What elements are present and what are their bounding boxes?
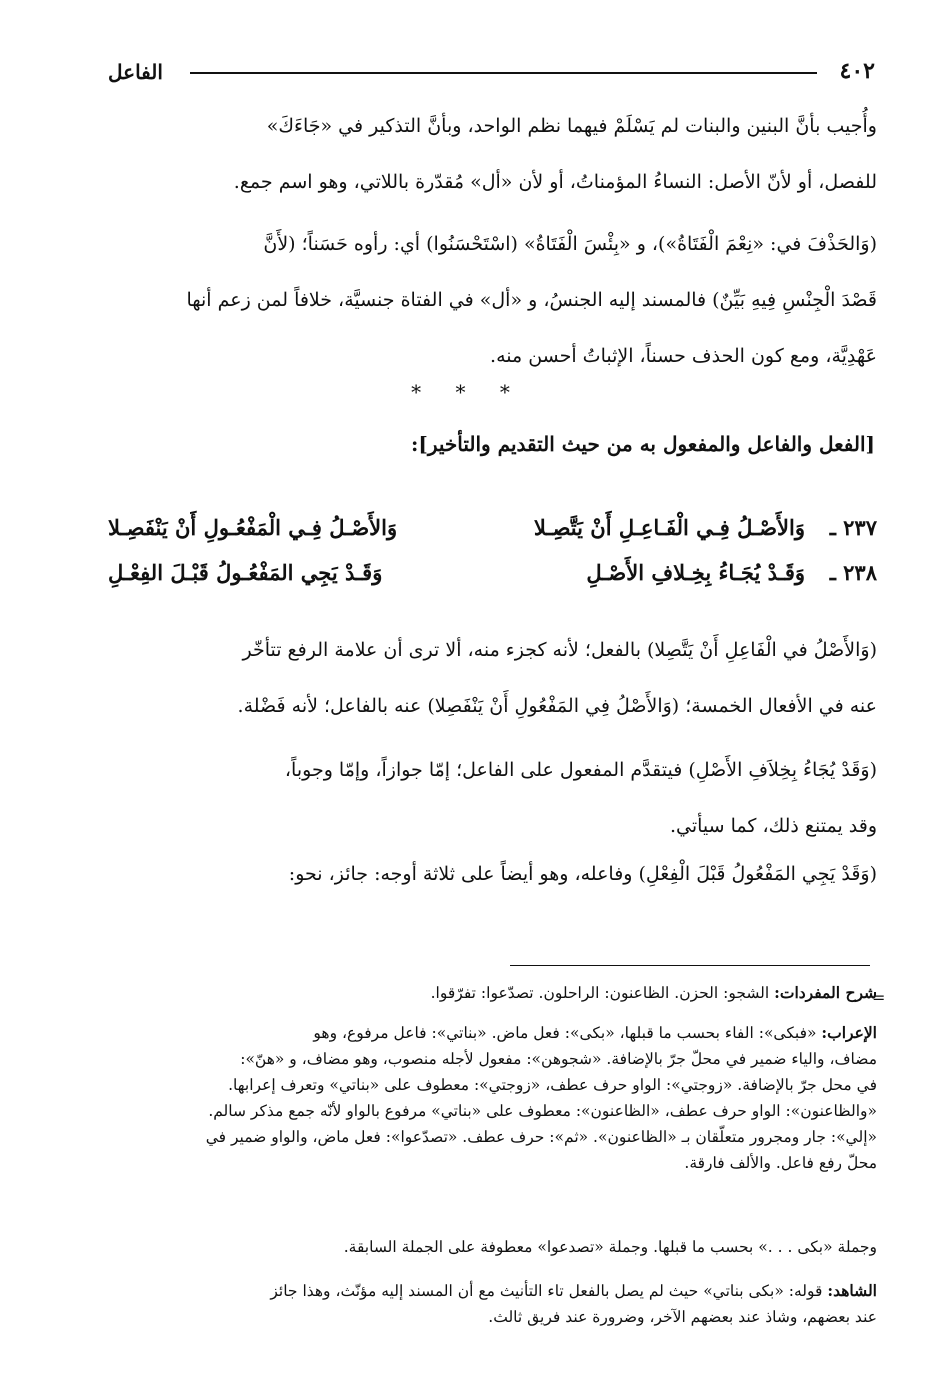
shahid-label: الشاهد:	[827, 1281, 877, 1300]
text-line: للفصل، أو لأنّ الأصل: النساءُ المؤمناتُ، أو لأن «أل» مُقدّرة باللاتي، وهو اسم جمع.	[233, 171, 877, 193]
verse-hemistich-first: وَالأَصْـلُ فِـي الْفَـاعِـلِ أَنْ يَتَّصِـلا	[533, 515, 805, 540]
sentence-analysis-text: وجملة «بكى . . .» بحسب ما قبلها. وجملة «تصدعوا» معطوفة على الجملة السابقة.	[343, 1238, 877, 1256]
paragraph-3	[108, 622, 877, 734]
page-header	[108, 58, 875, 94]
paragraph-1	[108, 98, 877, 210]
verse-number: ٢٣٨ ـ	[829, 560, 877, 585]
footnote-shahid	[108, 1278, 877, 1330]
shahid-line: قوله: «بكى بناتي» حيث لم يصل بالفعل تاء التأنيث مع أن المسند إليه مؤنّث، وهذا جائز	[270, 1282, 823, 1300]
text-line: (وَقَدْ يَجِي المَفْعُولُ قَبْلَ الْفِعْلِ) وفاعله، وهو أيضاً على ثلاثة أوجه: جائز، نحو:	[288, 863, 877, 885]
irab-line: محلّ رفع فاعل. والألف فارقة.	[684, 1154, 877, 1172]
page-number: ٤٠٢	[839, 58, 875, 84]
footnote-rule	[510, 965, 870, 966]
irab-label: الإعراب:	[821, 1023, 877, 1042]
irab-line: «والظاعنون»: الواو حرف عطف، «الظاعنون»: معطوف على «بناتي» مرفوع بالواو لأنّه جمع مذكر سالم.	[208, 1102, 877, 1120]
irab-line: مضاف، والياء ضمير في محلّ جرّ بالإضافة. «شجوهن»: مفعول لأجله منصوب، وهو مضاف، و «هنّ»:	[240, 1050, 877, 1068]
text-line: (وَقَدْ يُجَاءُ بِخِلاَفِ الأَصْلِ) فيتقدَّم المفعول على الفاعل؛ إمّا جوازاً، وإمّا وجوباً،	[284, 759, 877, 781]
text-line: (وَالأَصْلُ في الْفَاعِلِ أَنْ يَتَّصِلا) بالفعل؛ لأنه كجزء منه، ألا ترى أن علامة الرفع تتأخّر	[242, 639, 877, 661]
paragraph-2	[108, 216, 877, 384]
section-heading: [الفعل والفاعل والمفعول به من حيث التقديم والتأخير]:	[410, 432, 875, 456]
section-separator: * * *	[411, 380, 524, 404]
verse-237	[108, 515, 877, 563]
irab-line: «إلي»: جار ومجرور متعلّقان بـ «الظاعنون». «ثم»: حرف عطف. «تصدّعوا»: فعل ماض، والواو ضمير في	[205, 1128, 877, 1146]
text-line: عَهْدِيَّة، ومع كون الحذف حسناً، الإثباتُ أحسن منه.	[490, 345, 877, 367]
irab-line: «فبكى»: الفاء بحسب ما قبلها، «بكى»: فعل ماض. «بناتي»: فاعل مرفوع، وهو	[313, 1024, 817, 1042]
vocabulary-text: الشجو: الحزن. الظاعنون: الراحلون. تصدّعوا: تفرّقوا.	[430, 984, 770, 1002]
header-rule	[190, 72, 817, 74]
chapter-title: الفاعل	[108, 60, 163, 84]
verse-hemistich-second: وَقَـدْ يَجِي المَفْعُـولُ قَبْـلَ الفِعْـلِ	[108, 560, 383, 585]
text-line: وأُجيب بأنَّ البنين والبنات لم يَسْلَمْ فيهما نظم الواحد، وبأنَّ التذكير في «جَاءَكَ»	[266, 115, 877, 137]
verse-hemistich-first: وَقَـدْ يُجَـاءُ بِخِـلافِ الأَصْـلِ	[586, 560, 805, 585]
text-line: (وَالحَذْفَ في: «نِعْمَ الْفَتَاةُ»)، و «بِئْسَ الْفَتَاةُ» (اسْتَحْسَنُوا) أي: رأوه حَسَناً؛ (لأَنَّ	[263, 233, 877, 255]
verse-238	[108, 560, 877, 608]
vocabulary-label: شرح المفردات:	[774, 983, 877, 1002]
footnote-vocabulary	[108, 980, 877, 1006]
text-line: عنه في الأفعال الخمسة؛ (وَالأَصْلُ فِي المَفْعُولِ أَنْ يَنْفَصِلا) عنه بالفاعل؛ لأنه فَضْلة.	[237, 695, 877, 717]
shahid-line: عند بعضهم، وشاذ عند بعضهم الآخر، وضرورة عند فريق ثالث.	[488, 1308, 877, 1326]
paragraph-4	[108, 742, 877, 854]
footnote-sentence-analysis	[108, 1234, 877, 1260]
irab-line: في محل جرّ بالإضافة. «زوجتي»: الواو حرف عطف، «زوجتي»: معطوف على «بناتي» وتعرف إعرابها.	[228, 1076, 877, 1094]
text-line: وقد يمتنع ذلك، كما سيأتي.	[669, 815, 877, 837]
paragraph-5	[108, 846, 877, 902]
text-line: قَصْدَ الْجِنْسِ فِيهِ بَيِّنٌ) فالمسند إليه الجنسُ، و «أل» في الفتاة جنسيَّة، خلافاً لمن زعم أنها	[186, 289, 877, 311]
footnote-continuation-marker: =	[872, 988, 886, 1007]
verse-number: ٢٣٧ ـ	[829, 515, 877, 540]
verse-hemistich-second: وَالأَصْـلُ فِـي الْمَفْعُـولِ أَنْ يَنْفَصِـلا	[108, 515, 398, 540]
footnote-irab	[108, 1020, 877, 1176]
